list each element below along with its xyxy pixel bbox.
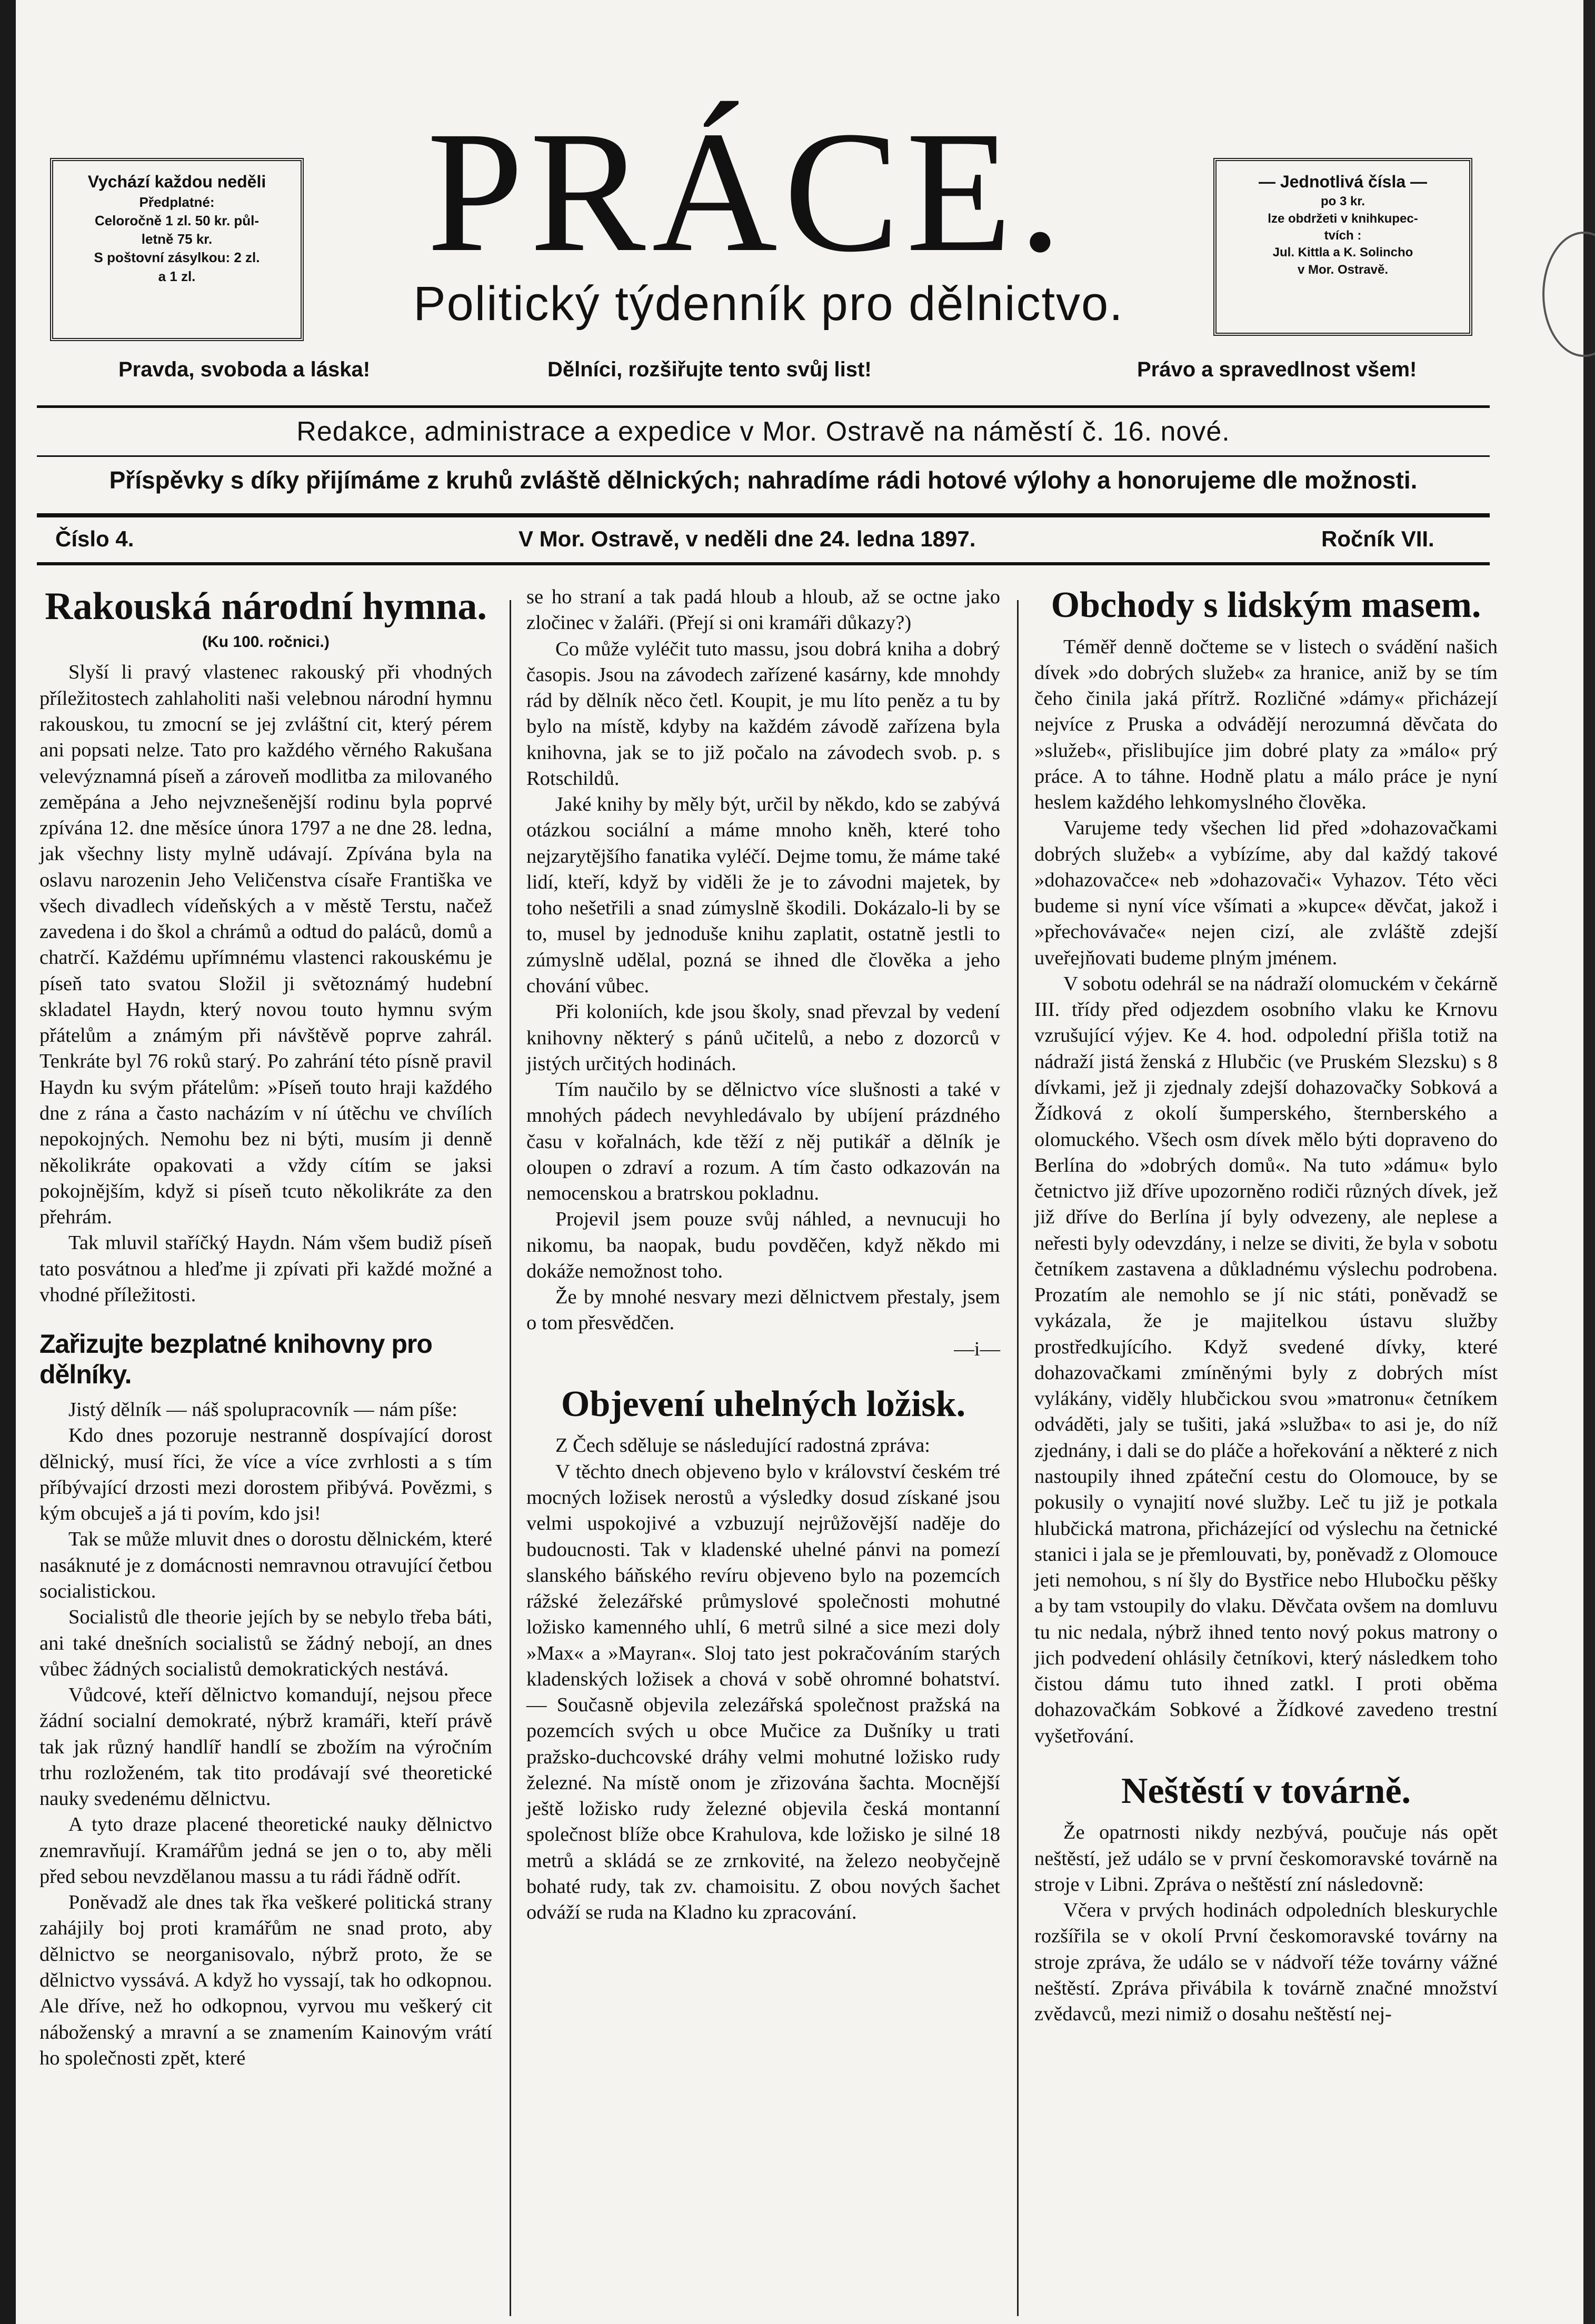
article-paragraph: V sobotu odehrál se na nádraží olomuckém v čekárně III. třídy před odjezdem osobního vlaku ke Krnovu vzrušující výjev. Ke 4. hod. odpolední přišla totiž na nádraží jistá ženská z Hlubčic (ve Pruském Slezsku) s 8 dívkami, jež ji zjednaly zdejší dohazovačky Sobková a Žídková z okolí šumperského, šternberského a olomuckého. Všech osm dívek mělo býti dopraveno do Berlína do »dobrých domů«. Na tuto »dámu« bylo četnictvo již dříve upozorněno rodiči různých dívek, jež již dříve do Berlína jí byly odvezeny, ale neplese a neřesti byly odevzdány, i nelze se diviti, že byla v sobotu četníkem zastavena a důkladnému výslechu podrobena. Prozatím ale nemohlo se jí nic státi, poněvadž se vykázala, že je majitelkou ústavu služby prostředkujícího. Když svedené dívky, které dohazovačkami zmíněnými byly z dobrých míst vylákány, viděly hlubčickou svou »matronu« četníkem odváděti, jaly se tušiti, jaká »služba« to asi je, do níž zjednány, i dali se do pláče a hořekování a některé z nich nastoupily ihned zpáteční cestu do Olomouce, by se pokusily o vynajití nové služby. Leč tu již je potkala hlubčická matrona, přicházející od výslechu na četnické stanici i jala se je přemlouvati, by, poněvadž z Olomouce jeti nemohou, s ní šly do Bystřice nebo Hlubočku pěšky a by tam vstoupily do vlaku. Děvčata ovšem na domluvu tu nic nedala, nýbrž ihned tento nový pokus matrony o jich podvedení ohlásily četníkovi, který následkem toho čistou dámu tuto ihned zatkl. I proti oběma dohazovačkám Sobkové a Žídkové zavedeno trestní vyšetřování. [1034,972,1498,1747]
article-paragraph: Kdo dnes pozoruje nestranně dospívající dorost dělnický, musí říci, že více a více zvrhlosti a s tím příbývající drzosti mezi dorostem přibývá. Povězmi, s kým obcuješ a já ti povím, kdo jsi! [39,1424,492,1525]
article-paragraph: Varujeme tedy všechen lid před »dohazovačkami dobrých služeb« a vybízíme, aby dal každý takové »dohazovačce« neb »dohazovači« Vyhazov. Této věci budeme si nyní více všímati a »kupce« děvčat, jakož i »přechovávače« nejen cizí, ale zvláště zdejší uveřejňovati budeme plným jménem. [1034,817,1498,969]
column-divider [1017,600,1019,2316]
box-line: Celoročně 1 zl. 50 kr. půl- [94,213,260,229]
column-divider [510,600,511,2316]
header-rule [37,455,1490,457]
article-paragraph: Tím naučilo by se dělnictvo více slušnosti a také v mnohých pádech nevyhledávalo by ubíjení prázdného času v kořalnách, kde těží z něj putikář a dělník je oloupen o zdraví a rozum. A tím často odkazován na nemocenskou a bratrskou pokladnu. [526,1079,1000,1205]
article-paragraph: Z Čech sděluje se následující radostná zpráva: [555,1434,930,1457]
article-signature: —i— [954,1338,1000,1360]
library-stamp [1542,232,1595,357]
scan-edge-left [0,0,16,2324]
column-3 [1034,584,1498,2028]
article-paragraph: Jistý dělník — náš spolupracovník — nám píše: [68,1399,457,1421]
article-paragraph: Téměř denně dočteme se v listech o svádění našich dívek »do dobrých služeb« za hranice, aniž by se tím čeho činila jaká přítrž. Rozličné »dámy« přicházejí nejvíce z Pruska a odvádějí nerozumná děvčata do »služeb«, přislibujíce jim dobré platy za »málo« prý práce. A to táhne. Hodně platu a málo práce je nyní heslem každého lehkomyslného člověka. [1034,635,1498,814]
box-line: letně 75 kr. [141,231,213,247]
box-line: S poštovní zásylkou: 2 zl. [94,250,260,266]
article-paragraph: Slyší li pravý vlastenec rakouský při vhodných příležitostech zahlaholiti naši velebnou národní hymnu rakouskou, tu zmocní se jej zvláštní cit, který pérem ani popsati nelze. Tato pro každého věrného Rakušana velevýznamná píseň a zároveň modlitba za milovaného zeměpána a Jeho nejvznešenější rodinu byla poprvé zpívána 12. dne měsíce února 1797 a ne dne 28. ledna, jak všechny listy mylně udávají. Zpívána byla na oslavu narozenin Jeho Veličenstva císaře Františka ve všech divadlech vídeňských a v městě Terstu, načež zavedena i do škol a chrámů a odtud do paláců, domů a chatrčí. Každému upřímnému vlastenci rakouskému je píseň tato svatou Složil ji světoznámý hudební skladatel Haydn, který novou touto hymnu svým přátelům a známým při návštěvě poprve zahrál. Tenkráte byl 76 roků starý. Po zahrání této písně pravil Haydn ku svým přátelům: »Píseň touto hraji každého dne z rána a často nacházím v ní útěchu ve chvílích nepokojných. Nemohu bez ni býti, musím ji denně několikráte opakovati a vždy cítím se jaksi pokojnějším, když si píseň tcuto několikráte za den přehrám. [39,661,492,1229]
masthead-title: PRÁCE. [426,96,1069,288]
article-paragraph: Poněvadž ale dnes tak řka veškeré politická strany zahájily boj proti kramářům ne snad proto, aby dělnictvo se neorganisovalo, nýbrž proto, že se dělnictvo vyssává. A když ho vyssají, tak ho odkopnou. Ale dříve, než ho odkopnou, vyrvou mu veškerý cit náboženský a mravní a se znamením Kainovým vrátí ho společnosti zpět, které [39,1891,492,2069]
header-rule [37,562,1490,565]
box-line: Jul. Kittla a K. Solincho [1272,245,1413,260]
box-line: — Jednotlivá čísla — [1258,172,1428,191]
box-line: lze obdržeti v knihkupec- [1268,211,1418,226]
box-line: v Mor. Ostravě. [1297,262,1389,277]
volume-number: Ročník VII. [1321,526,1434,551]
box-line: Vychází každou neděli [87,172,266,191]
box-line: po 3 kr. [1320,194,1365,209]
article-title: Obchody s lidským masem. [1051,585,1481,625]
box-line: a 1 zl. [158,268,196,284]
masthead-subtitle: Politický týdenník pro dělnictvo. [413,277,1124,331]
article-subtitle: (Ku 100. ročnici.) [202,633,330,651]
motto-right: Právo a spravedlnost všem! [1137,358,1417,381]
motto-center: Dělníci, rozšiřujte tento svůj list! [547,358,872,381]
header-rule [37,405,1490,408]
article-title: Zařizujte bezplatné knihovny pro dělníky. [39,1329,432,1389]
article-paragraph: Jaké knihy by měly být, určil by někdo, kdo se zabývá otázkou sociální a máme mnoho kněh, které toho nejzarytějšího fanatika vyléčí. Dejme tomu, že máme také lidí, kteří, když by viděli že je to závodni majetek, by toho nešetřili a snad zúmyslně škodili. Dokázalo-li by se to, musel by jednoduše knihu zaplatit, ostatně jestli to zúmyslně udělal, pozná se ihned dle člověka a jeho chování vůbec. [526,793,1000,997]
motto-left: Pravda, svoboda a láska! [118,358,371,381]
article-paragraph: Socialistů dle theorie jejích by se nebylo třeba báti, ani také dnešních socialistů se žádný nebojí, an dnes vůbec žádných socialistů demokratických nestává. [39,1606,492,1680]
single-copy-box [1213,158,1472,336]
article-paragraph: A tyto draze placené theoretické nauky dělnictvo znemravňují. Kramářům jedná se jen o to, aby měli před sebou nevzdělanou massu a tu rádi řádně odřít. [39,1813,492,1888]
article-paragraph: se ho straní a tak padá hloub a hloub, až se octne jako zločinec v žaláři. (Přejí si oni kramáři důkazy?) [526,586,1000,634]
column-1 [39,584,492,2071]
article-paragraph: V těchto dnech objeveno bylo v království českém tré mocných ložisek nerostů a výsledky dosud získané jsou velmi uspokojivé a vzbuzují nejrůžovější naděje do budoucnosti. Tak v kladenské uhelné pánvi na pomezí slanského báňského revíru objeveno bylo na pozemcích rážské železářské průmyslové společnosti mohutné ložisko kamenného uhlí, 6 metrů silné a sice mezi doly »Max« a »Mayran«. Sloj tato jest pokračováním starých kladenských ložisek a chová v sobě ohromné bohatství. — Současně objevila zelezářská společnost pražská na pozemcích svých u obce Mučice za Dušníky u trati pražsko-duchcovské dráhy velmi mohutné ložisko rudy železné. Na místě onom je zřizována šachta. Mocnější ještě ložisko rudy železné objevila česká montanní společnost blíže obce Krahulova, kde ložisko je silné 18 metrů a skládá se ze zrnkovité, na železo neobyčejně bohaté rudy, tak zv. chamoisitu. Z obou nových šachet odváží se ruda na Kladno ku zpracování. [526,1460,1000,1924]
article-paragraph: Že by mnohé nesvary mezi dělnictvem přestaly, jsem o tom přesvědčen. [526,1286,1000,1334]
issue-date: V Mor. Ostravě, v neděli dne 24. ledna 1897. [519,526,976,551]
article-paragraph: Včera v prvých hodinách odpoledních bleskurychle rozšířila se v okolí První českomoravské továrny na stroje zpráva, že událo se v nádvoří téže továrny vážné neštěstí. Zpráva přivábila k továrně značné množství zvědavců, mezi nimiž o dosahu neštěstí nej- [1034,1899,1498,2026]
article-paragraph: Projevil jsem pouze svůj náhled, a nevnucuji ho nikomu, ba naopak, budu povděčen, když někdo mi dokáže nemožnost toho. [526,1208,1000,1282]
subscription-box [50,158,304,341]
article-title: Neštěstí v továrně. [1121,1770,1411,1811]
column-2 [526,584,1000,1926]
box-line: tvích : [1324,228,1362,243]
article-title: Objevení uhelných ložisk. [561,1383,966,1424]
box-line: Předplatné: [139,194,215,211]
contributions-note: Příspěvky s díky přijímáme z kruhů zvláště dělnických; nahradíme rádi hotové výlohy a honorujeme dle možnosti. [109,466,1418,494]
article-paragraph: Co může vyléčit tuto massu, jsou dobrá kniha a dobrý časopis. Jsou na závodech zařízené kasárny, kde mnohdy rád by dělník něco četl. Koupit, je mu líto peněz a tu by bylo na místě, kdyby na každém závodě zařízena byla knihovna, jak se to již počalo na závodech svob. p. s Rotschildů. [526,637,1000,790]
article-paragraph: Vůdcové, kteří dělnictvo komandují, nejsou přece žádní socialní demokraté, nýbrž kramáři, kteří právě tak jak různý handlíř handlí se zbožím na výročním trhu rozloženém, tak tito prodávají své theoretické nauky svedenému dělnictvu. [39,1684,492,1810]
issue-number: Číslo 4. [55,526,134,551]
header-rule [37,513,1490,517]
article-paragraph: Tak se může mluvit dnes o dorostu dělnickém, které nasáknuté je z domácnosti nemravnou otravující četbou socialistickou. [39,1528,492,1602]
article-title: Rakouská národní hymna. [45,585,487,628]
editorial-address: Redakce, administrace a expedice v Mor. Ostravě na náměstí č. 16. nové. [296,416,1230,447]
article-paragraph: Při koloniích, kde jsou školy, snad převzal by vedení knihovny některý s pánů učitelů, a nebo z dozorců v jistých určitých hodinách. [526,1001,1000,1075]
article-paragraph: Tak mluvil staříčký Haydn. Nám všem budiž píseň tato posvátnou a hleďme ji zpívati při každé možné a vhodné příležitosti. [39,1232,492,1306]
article-paragraph: Že opatrnosti nikdy nezbývá, poučuje nás opět neštěstí, jež událo se v první českomoravské továrně na stroje v Libni. Zpráva o neštěstí zní následovně: [1034,1821,1498,1896]
